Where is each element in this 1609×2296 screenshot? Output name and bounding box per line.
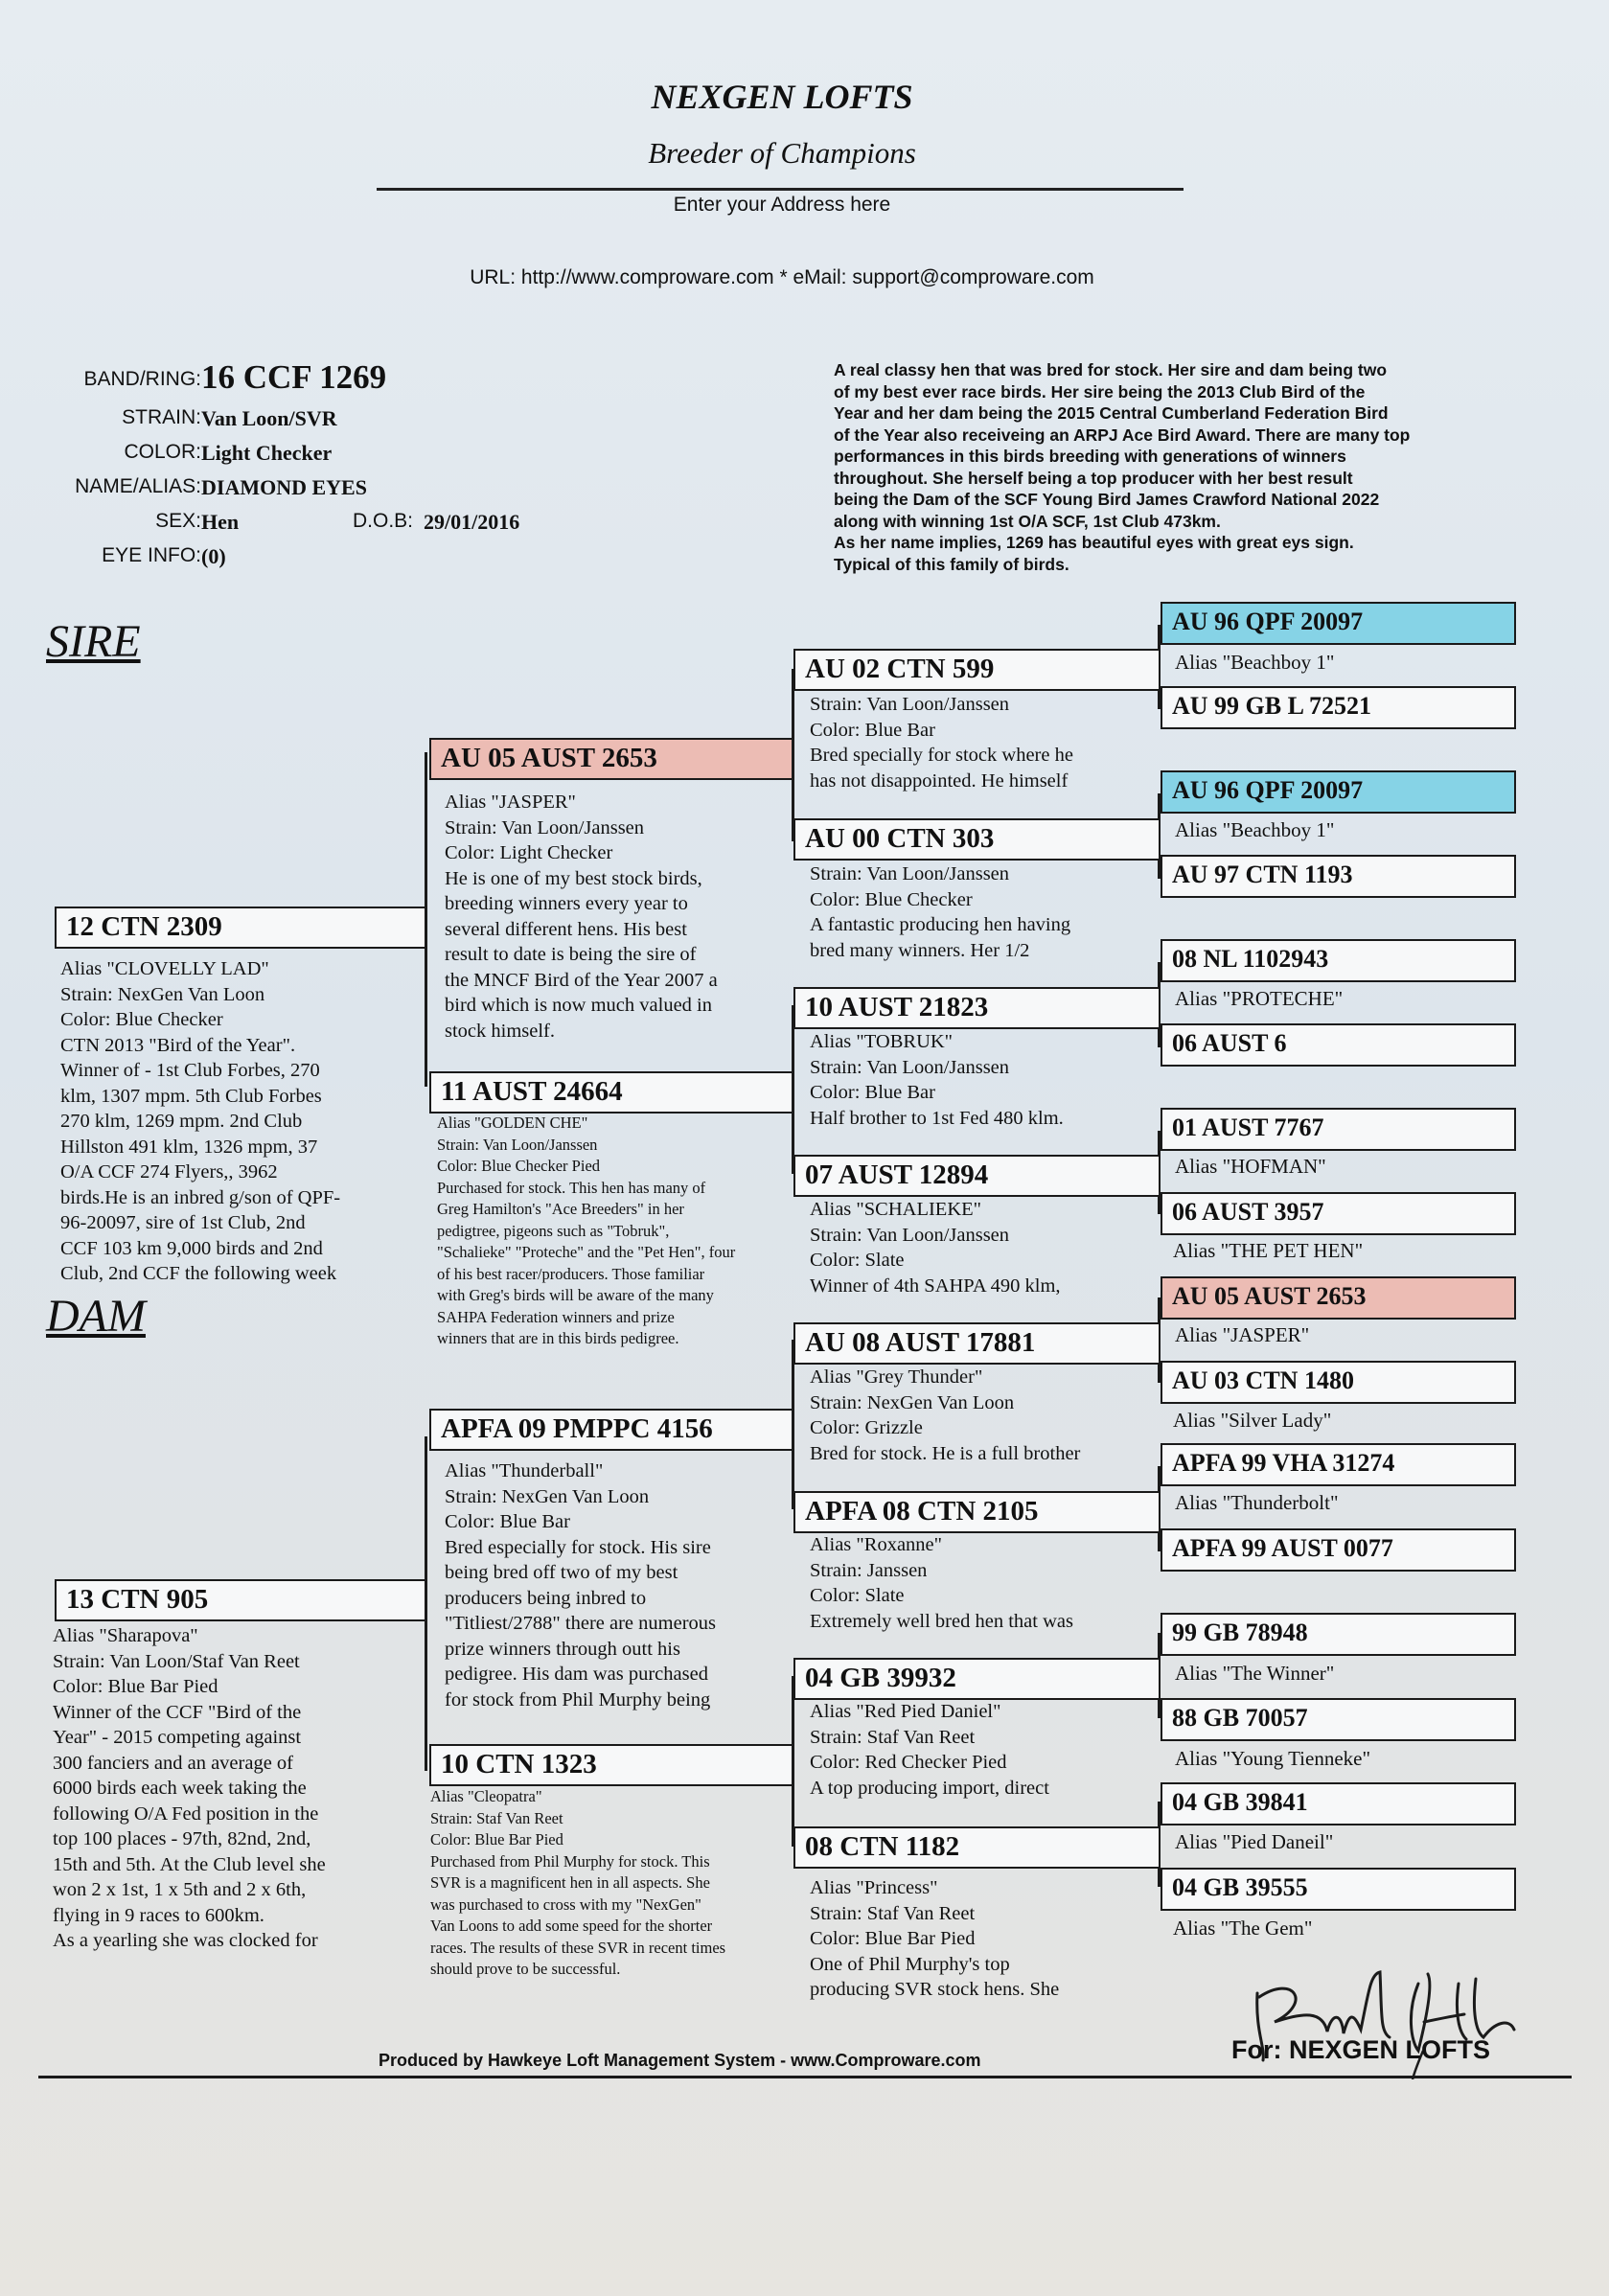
gen3-info-line: Color: Grizzle xyxy=(810,1417,923,1438)
gen4-band-box: AU 96 QPF 20097 xyxy=(1161,602,1516,645)
gen3-info-line: Color: Blue Checker xyxy=(810,888,973,910)
gen3-info-line: Strain: Staf Van Reet xyxy=(810,1902,976,1924)
bird-description xyxy=(834,359,1505,575)
color-value: Light Checker xyxy=(201,441,333,465)
gen3-info-line: Extremely well bred hen that was xyxy=(810,1610,1073,1632)
sire-dam-info xyxy=(437,1113,735,1350)
gen2-info-line: Alias "Cleopatra" xyxy=(430,1787,542,1805)
footer-divider xyxy=(38,2076,1572,2078)
contact-line: URL: http://www.comproware.com * eMail: support@comproware.com xyxy=(470,266,1094,288)
gen2-info-line: races. The results of these SVR in recent times xyxy=(430,1938,726,1957)
gen2-info-line: for stock from Phil Murphy being xyxy=(445,1688,711,1711)
gen3-info-line: Alias "Princess" xyxy=(810,1877,938,1898)
color-label: COLOR: xyxy=(124,441,201,463)
gen3-info-line: Color: Blue Bar xyxy=(810,1082,935,1103)
gen4-band-box: APFA 99 AUST 0077 xyxy=(1161,1528,1516,1572)
sire-info-line: O/A CCF 274 Flyers,, 3962 xyxy=(60,1161,278,1182)
gen3-info-line: Alias "Grey Thunder" xyxy=(810,1366,983,1388)
gen2-info-line: several different hens. His best xyxy=(445,918,687,940)
gen3-info-line: Strain: Staf Van Reet xyxy=(810,1726,976,1748)
gen2-info-line: Color: Blue Bar xyxy=(445,1511,570,1532)
dam-info-line: As a yearling she was clocked for xyxy=(53,1930,318,1951)
gen4-band-box: AU 97 CTN 1193 xyxy=(1161,855,1516,898)
eye-info-label: EYE INFO: xyxy=(102,544,201,566)
sire-info-line: CTN 2013 "Bird of the Year". xyxy=(60,1034,296,1056)
dam-dam-band-box: 10 CTN 1323 xyxy=(429,1744,793,1786)
gen3-info-line: Alias "TOBRUK" xyxy=(810,1031,954,1052)
gen2-info-line: winners that are in this birds pedigree. xyxy=(437,1329,679,1347)
sire-info-line: CCF 103 km 9,000 birds and 2nd xyxy=(60,1237,323,1259)
gen3-band-box: APFA 08 CTN 2105 xyxy=(793,1491,1161,1533)
name-label: NAME/ALIAS: xyxy=(75,475,201,497)
gen3-info-line: Color: Slate xyxy=(810,1585,905,1606)
gen4-alias: Alias "The Winner" xyxy=(1175,1662,1335,1685)
gen2-info-line: Color: Blue Checker Pied xyxy=(437,1157,601,1175)
dam-band-box: 13 CTN 905 xyxy=(55,1579,426,1621)
gen4-alias: Alias "HOFMAN" xyxy=(1175,1155,1326,1178)
loft-address: Enter your Address here xyxy=(673,194,891,216)
gen2-info-line: breeding winners every year to xyxy=(445,893,688,914)
gen2-info-line: Van Loons to add some speed for the shorter xyxy=(430,1917,713,1935)
gen2-info-line: Bred especially for stock. His sire xyxy=(445,1536,711,1558)
strain-value: Van Loon/SVR xyxy=(201,406,337,430)
sex-label: SEX: xyxy=(155,510,201,532)
loft-name: NEXGEN LOFTS xyxy=(651,78,913,116)
gen3-info-line: Color: Blue Bar Pied xyxy=(810,1928,976,1949)
gen2-info-line: prize winners through outt his xyxy=(445,1638,680,1660)
gen2-info-line: should prove to be successful. xyxy=(430,1960,621,1978)
gen3-info-line: A top producing import, direct xyxy=(810,1777,1049,1799)
strain-label: STRAIN: xyxy=(122,406,201,428)
dam-info-line: Strain: Van Loon/Staf Van Reet xyxy=(53,1650,300,1672)
gen2-info-line: Strain: Staf Van Reet xyxy=(430,1808,563,1827)
gen3-info-line: Alias "SCHALIEKE" xyxy=(810,1199,982,1220)
gen3-band-box: AU 08 AUST 17881 xyxy=(793,1322,1161,1365)
gen3-info xyxy=(810,1532,1073,1634)
signature-caption: For: NEXGEN LOFTS xyxy=(1231,2035,1490,2064)
band-label: BAND/RING: xyxy=(83,368,201,390)
gen4-band-box: 88 GB 70057 xyxy=(1161,1698,1516,1741)
sire-info-line: 270 klm, 1269 mpm. 2nd Club xyxy=(60,1111,303,1132)
dob-value: 29/01/2016 xyxy=(424,510,520,534)
description-line: of my best ever race birds. Her sire being the 2013 Club Bird of the xyxy=(834,381,1366,402)
sire-info-line: klm, 1307 mpm. 5th Club Forbes xyxy=(60,1085,322,1107)
dam-info-line: 6000 birds each week taking the xyxy=(53,1778,307,1799)
gen3-info-line: Strain: Janssen xyxy=(810,1559,928,1581)
gen4-band-box: 04 GB 39841 xyxy=(1161,1782,1516,1825)
gen3-info xyxy=(810,1875,1059,2003)
gen2-info-line: Purchased for stock. This hen has many of xyxy=(437,1178,706,1197)
gen2-info-line: SVR is a magnificent hen in all aspects. She xyxy=(430,1873,710,1892)
sire-info-line: Club, 2nd CCF the following week xyxy=(60,1263,337,1284)
gen3-info-line: bred many winners. Her 1/2 xyxy=(810,939,1030,961)
sire-heading: SIRE xyxy=(46,616,141,667)
dam-sire-info xyxy=(445,1458,716,1712)
sire-info-line: Hillston 491 klm, 1326 mpm, 37 xyxy=(60,1136,318,1158)
gen2-info-line: Color: Blue Bar Pied xyxy=(430,1830,563,1848)
dam-info-line: Year" - 2015 competing against xyxy=(53,1727,302,1748)
gen4-band-box: 06 AUST 3957 xyxy=(1161,1192,1516,1235)
gen2-info-line: of his best racer/producers. Those familiar xyxy=(437,1264,705,1283)
gen4-alias: Alias "PROTECHE" xyxy=(1175,987,1344,1010)
gen4-band-box: 04 GB 39555 xyxy=(1161,1868,1516,1911)
description-line: of the Year also receiveing an ARPJ Ace Bird Award. There are many top xyxy=(834,425,1411,445)
gen2-info-line: bird which is now much valued in xyxy=(445,995,712,1016)
gen3-info-line: A fantastic producing hen having xyxy=(810,914,1071,935)
gen3-info-line: Strain: Van Loon/Janssen xyxy=(810,863,1010,884)
gen3-info-line: Winner of 4th SAHPA 490 klm, xyxy=(810,1274,1061,1297)
gen2-info-line: result to date is being the sire of xyxy=(445,944,697,965)
gen3-info-line: Bred for stock. He is a full brother xyxy=(810,1442,1081,1464)
description-line: throughout. She herself being a top producer with her best result xyxy=(834,468,1353,488)
dam-dam-info xyxy=(430,1786,725,1981)
gen4-alias: Alias "JASPER" xyxy=(1175,1323,1310,1346)
name-value: DIAMOND EYES xyxy=(201,475,367,499)
gen2-info-line: pedigtree, pigeons such as "Tobruk", xyxy=(437,1221,670,1240)
description-line: A real classy hen that was bred for stock. Her sire and dam being two xyxy=(834,360,1388,379)
gen3-info-line: Alias "Roxanne" xyxy=(810,1534,943,1555)
gen2-info-line: with Greg's birds will be aware of the many xyxy=(437,1286,714,1304)
gen2-info-line: was purchased to cross with my "NexGen" xyxy=(430,1894,701,1914)
gen4-alias: Alias "The Gem" xyxy=(1173,1917,1313,1940)
gen3-info xyxy=(810,1699,1049,1801)
dam-info-line: won 2 x 1st, 1 x 5th and 2 x 6th, xyxy=(53,1879,307,1900)
gen3-info xyxy=(810,1029,1064,1131)
gen4-band-box: 01 AUST 7767 xyxy=(1161,1108,1516,1151)
dob-label: D.O.B: xyxy=(353,510,414,532)
gen4-band-box: AU 05 AUST 2653 xyxy=(1161,1276,1516,1320)
sire-band-box: 12 CTN 2309 xyxy=(55,907,426,949)
gen3-info xyxy=(810,692,1073,793)
gen2-info-line: Alias "Thunderball" xyxy=(445,1460,604,1481)
gen2-info-line: Strain: NexGen Van Loon xyxy=(445,1485,650,1507)
gen2-info-line: stock himself. xyxy=(445,1020,556,1042)
loft-tagline: Breeder of Champions xyxy=(648,136,916,170)
dam-info-line: 300 fanciers and an average of xyxy=(53,1752,293,1774)
sire-sire-band-box: AU 05 AUST 2653 xyxy=(429,738,793,780)
dam-info-line: Alias "Sharapova" xyxy=(53,1625,198,1646)
dam-info-line: 15th and 5th. At the Club level she xyxy=(53,1853,326,1875)
sire-info-line: Strain: NexGen Van Loon xyxy=(60,983,265,1005)
gen4-band-box: 99 GB 78948 xyxy=(1161,1613,1516,1656)
gen3-info xyxy=(810,1365,1080,1466)
gen4-band-box: AU 99 GB L 72521 xyxy=(1161,686,1516,729)
dam-heading: DAM xyxy=(46,1291,146,1342)
dam-info-line: top 100 places - 97th, 82nd, 2nd, xyxy=(53,1828,311,1849)
gen4-alias: Alias "Beachboy 1" xyxy=(1175,818,1335,841)
gen3-info-line: Strain: Van Loon/Janssen xyxy=(810,694,1010,715)
description-line: Typical of this family of birds. xyxy=(834,554,1069,574)
gen4-band-box: 06 AUST 6 xyxy=(1161,1023,1516,1067)
gen2-info-line: being bred off two of my best xyxy=(445,1562,678,1583)
gen2-info-line: "Schalieke" "Proteche" and the "Pet Hen", four xyxy=(437,1243,736,1261)
gen3-info-line: Strain: NexGen Van Loon xyxy=(810,1391,1015,1413)
gen4-band-box: APFA 99 VHA 31274 xyxy=(1161,1443,1516,1486)
sire-sire-info xyxy=(445,790,718,1044)
gen3-info-line: producing SVR stock hens. She xyxy=(810,1979,1060,2000)
gen3-band-box: 10 AUST 21823 xyxy=(793,987,1161,1029)
gen3-info-line: Alias "Red Pied Daniel" xyxy=(810,1701,1001,1722)
gen3-band-box: AU 00 CTN 303 xyxy=(793,818,1161,861)
sire-info-line: Color: Blue Checker xyxy=(60,1009,223,1030)
sire-dam-band-box: 11 AUST 24664 xyxy=(429,1071,793,1114)
description-line: As her name implies, 1269 has beautiful eyes with great eys sign. xyxy=(834,533,1354,552)
gen2-info-line: Greg Hamilton's "Ace Breeders" in her xyxy=(437,1200,684,1218)
gen4-band-box: 08 NL 1102943 xyxy=(1161,939,1516,982)
gen3-info-line: has not disappointed. He himself xyxy=(810,769,1069,792)
gen3-info-line: Bred specially for stock where he xyxy=(810,745,1073,766)
gen2-info-line: Strain: Van Loon/Janssen xyxy=(445,816,645,838)
gen2-info-line: Alias "JASPER" xyxy=(445,792,576,813)
gen2-info-line: the MNCF Bird of the Year 2007 a xyxy=(445,969,718,991)
dam-info-line: Color: Blue Bar Pied xyxy=(53,1676,218,1697)
description-line: being the Dam of the SCF Young Bird James Crawford National 2022 xyxy=(834,490,1380,509)
gen4-band-box: AU 03 CTN 1480 xyxy=(1161,1361,1516,1404)
gen2-info-line: SAHPA Federation winners and prize xyxy=(437,1307,675,1326)
band-value: 16 CCF 1269 xyxy=(201,358,387,396)
dam-sire-band-box: APFA 09 PMPPC 4156 xyxy=(429,1409,793,1451)
gen3-info-line: Color: Slate xyxy=(810,1250,905,1271)
gen4-alias: Alias "THE PET HEN" xyxy=(1173,1239,1364,1262)
dam-info-line: following O/A Fed position in the xyxy=(53,1802,319,1825)
sire-info-line: Winner of - 1st Club Forbes, 270 xyxy=(60,1060,320,1081)
gen4-alias: Alias "Silver Lady" xyxy=(1173,1409,1332,1432)
dam-info-line: flying in 9 races to 600km. xyxy=(53,1904,264,1926)
gen3-band-box: 08 CTN 1182 xyxy=(793,1826,1161,1869)
header-divider xyxy=(377,188,1184,191)
gen3-info-line: Strain: Van Loon/Janssen xyxy=(810,1056,1010,1078)
gen2-info-line: Color: Light Checker xyxy=(445,842,613,863)
gen2-info-line: producers being inbred to xyxy=(445,1587,647,1609)
produced-by-footer: Produced by Hawkeye Loft Management System - www.Comproware.com xyxy=(379,2051,981,2070)
description-line: Year and her dam being the 2015 Central Cumberland Federation Bird xyxy=(834,403,1389,423)
gen4-alias: Alias "Pied Daneil" xyxy=(1175,1830,1334,1853)
gen3-band-box: 04 GB 39932 xyxy=(793,1658,1161,1700)
gen2-info-line: Strain: Van Loon/Janssen xyxy=(437,1135,598,1154)
sire-info-line: birds.He is an inbred g/son of QPF- xyxy=(60,1186,341,1208)
gen3-info-line: One of Phil Murphy's top xyxy=(810,1953,1010,1975)
gen3-info-line: Color: Red Checker Pied xyxy=(810,1752,1007,1773)
gen3-info-line: Strain: Van Loon/Janssen xyxy=(810,1224,1010,1246)
gen2-info-line: "Titliest/2788" there are numerous xyxy=(445,1613,717,1634)
gen2-info-line: Alias "GOLDEN CHE" xyxy=(437,1114,588,1132)
dam-info xyxy=(53,1623,326,1954)
gen3-info-line: Color: Blue Bar xyxy=(810,719,935,741)
sire-info-line: Alias "CLOVELLY LAD" xyxy=(60,958,269,979)
gen2-info-line: Purchased from Phil Murphy for stock. This xyxy=(430,1851,710,1871)
description-line: along with winning 1st O/A SCF, 1st Club 473km. xyxy=(834,511,1221,531)
description-line: performances in this birds breeding with generations of winners xyxy=(834,447,1346,466)
sire-info-line: 96-20097, sire of 1st Club, 2nd xyxy=(60,1212,306,1233)
gen4-alias: Alias "Thunderbolt" xyxy=(1175,1491,1339,1514)
gen3-band-box: AU 02 CTN 599 xyxy=(793,649,1161,691)
sex-value: Hen xyxy=(201,510,240,534)
gen4-band-box: AU 96 QPF 20097 xyxy=(1161,770,1516,814)
eye-info-value: (0) xyxy=(201,544,226,568)
gen3-info xyxy=(810,1197,1061,1298)
gen2-info-line: pedigree. His dam was purchased xyxy=(445,1664,708,1685)
gen3-band-box: 07 AUST 12894 xyxy=(793,1155,1161,1197)
sire-info xyxy=(60,956,340,1287)
gen2-info-line: He is one of my best stock birds, xyxy=(445,867,702,889)
gen4-alias: Alias "Young Tienneke" xyxy=(1175,1747,1371,1770)
gen3-info-line: Half brother to 1st Fed 480 klm. xyxy=(810,1107,1064,1129)
dam-info-line: Winner of the CCF "Bird of the xyxy=(53,1701,302,1723)
gen4-alias: Alias "Beachboy 1" xyxy=(1175,651,1335,674)
gen3-info xyxy=(810,861,1070,963)
